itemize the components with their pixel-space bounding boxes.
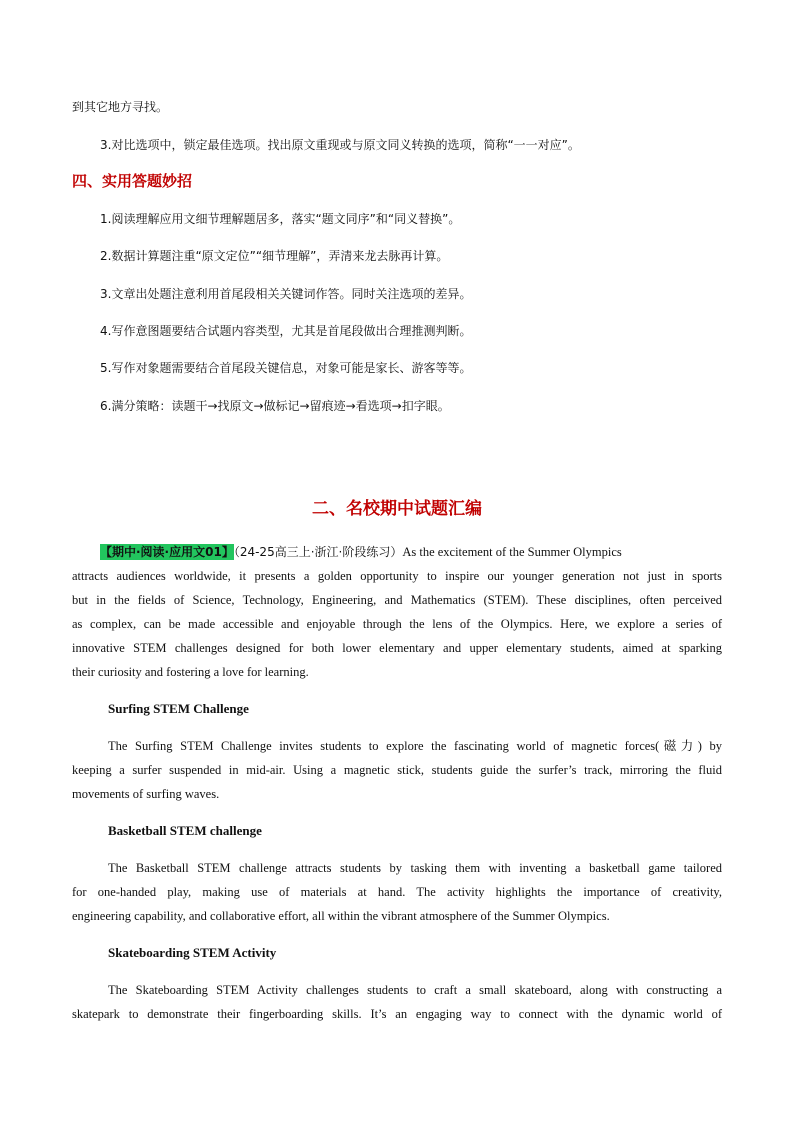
text-line: innovative STEM challenges designed for both lower elementary and upper elementary students, aimed at sparking — [72, 641, 722, 655]
text-line: skatepark to demonstrate their fingerboarding skills. It’s an engaging way to connect with the dynamic world of — [72, 1007, 722, 1021]
text-line: The Surfing STEM Challenge invites students to explore the fascinating world of magnetic forces(磁力) by — [108, 739, 722, 753]
passage-first-line — [100, 544, 722, 560]
passage-text: As the excitement of the Summer Olympics — [402, 545, 622, 559]
text-line: attracts audiences worldwide, it presents a golden opportunity to inspire our younger generation not just in sports — [72, 569, 722, 583]
question-tag: 【期中·阅读·应用文01】 — [100, 545, 234, 559]
text-line: movements of surfing waves. — [72, 787, 220, 801]
list-item: 4.写作意图题要结合试题内容类型，尤其是首尾段做出合理推测判断。 — [100, 324, 472, 338]
list-item: 6.满分策略：读题干→找原文→做标记→留痕迹→看选项→扣字眼。 — [100, 399, 450, 413]
list-item: 2.数据计算题注重“原文定位”“细节理解”，弄清来龙去脉再计算。 — [100, 249, 449, 263]
subsection-title: Skateboarding STEM Activity — [108, 945, 277, 960]
list-item: 3.文章出处题注意利用首尾段相关关键词作答。同时关注选项的差异。 — [100, 287, 472, 301]
list-item: 1.阅读理解应用文细节理解题居多，落实“题文同序”和“同义替换”。 — [100, 212, 461, 226]
text-line: engineering capability, and collaborative effort, all within the vibrant atmosphere of the Summer Olympics. — [72, 909, 610, 923]
text-line: 到其它地方寻找。 — [72, 100, 169, 114]
text-line: The Skateboarding STEM Activity challenges students to craft a small skateboard, along with constructing a — [108, 983, 722, 997]
list-item: 5.写作对象题需要结合首尾段关键信息，对象可能是家长、游客等等。 — [100, 361, 472, 375]
section-title: 二、名校期中试题汇编 — [312, 499, 482, 519]
text-line: The Basketball STEM challenge attracts students by tasking them with inventing a basketball game tailored — [108, 861, 722, 875]
text-line: keeping a surfer suspended in mid-air. Using a magnetic stick, students guide the surfer’s track, mirroring the fluid — [72, 763, 722, 777]
text-line: 3.对比选项中，锁定最佳选项。找出原文重现或与原文同义转换的选项，简称“一一对应”。 — [100, 138, 580, 152]
text-line: their curiosity and fostering a love for learning. — [72, 665, 309, 679]
section-heading: 四、实用答题妙招 — [72, 172, 193, 190]
question-source: （24-25高三上·浙江·阶段练习） — [233, 545, 403, 559]
text-line: for one-handed play, making use of materials at hand. The activity highlights the importance of creativity, — [72, 885, 722, 899]
text-line: as complex, can be made accessible and enjoyable through the lens of the Olympics. Here, we explore a series of — [72, 617, 722, 631]
text-line: but in the fields of Science, Technology, Engineering, and Mathematics (STEM). These disciplines, often perceived — [72, 593, 722, 607]
subsection-title: Basketball STEM challenge — [108, 823, 262, 838]
subsection-title: Surfing STEM Challenge — [108, 701, 249, 716]
